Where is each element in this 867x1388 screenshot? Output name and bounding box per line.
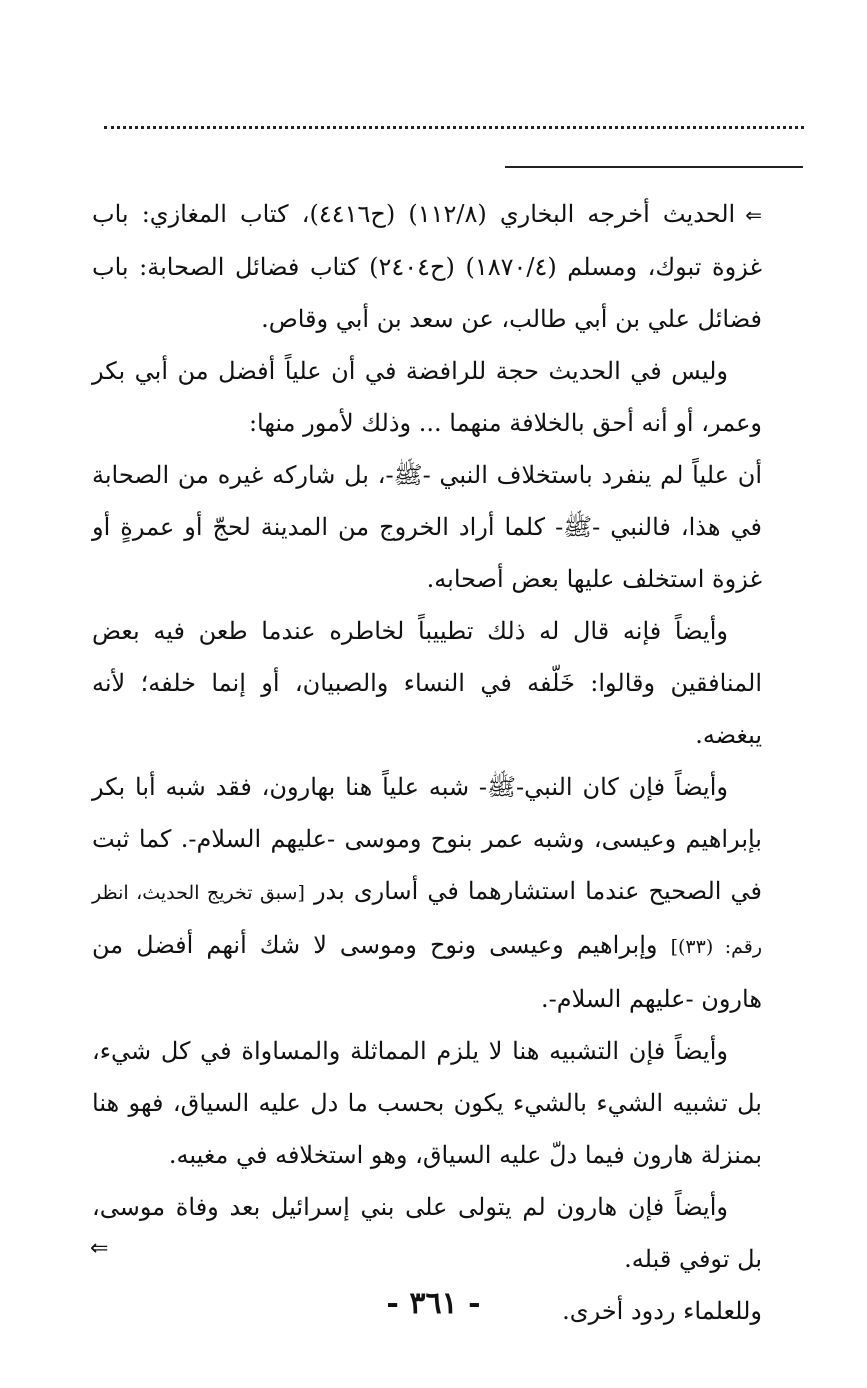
paragraph-fourth-reason: وأيضاً فإن التشبيه هنا لا يلزم المماثلة والمساواة في كل شيء، بل تشبيه الشيء بالشيء يكون بحسب ما دل عليه السياق، فهو هنا بمنزلة هارون فيما دلّ عليه السياق، وهو استخلافه في مغيبه. [92, 1037, 762, 1169]
paragraph-intro: وليس في الحديث حجة للرافضة في أن علياً أفضل من أبي بكر وعمر، أو أنه أحق بالخلافة منهما ... وذلك لأمور منها: [92, 357, 762, 437]
citation-paragraph [92, 188, 762, 345]
citation-text: الحديث أخرجه البخاري (١١٢/٨) (ح٤٤١٦)، كتاب المغازي: باب غزوة تبوك، ومسلم (١٨٧٠/٤) (ح٢٤٠٤) كتاب فضائل الصحابة: باب فضائل علي بن أبي طالب، عن سعد بن أبي وقاص. [92, 200, 762, 333]
third-reason-conclusion: وإبراهيم وعيسى ونوح وموسى لا شك أنهم أفضل من هارون -عليهم السلام-. [92, 931, 762, 1013]
paragraph-first-reason: أن علياً لم ينفرد باستخلاف النبي -ﷺ-، بل شاركه غيره من الصحابة في هذا، فالنبي -ﷺ- كلما أراد الخروج من المدينة لحجّ أو عمرةٍ أو غزوة استخلف عليها بعض أصحابه. [92, 461, 762, 593]
paragraph-second-reason: وأيضاً فإنه قال له ذلك تطييباً لخاطره عندما طعن فيه بعض المنافقين وقالوا: خَلّفه في النساء والصبيان، أو إنما خلفه؛ لأنه يبغضه. [92, 617, 762, 749]
end-arrow-icon: ⇐ [90, 1236, 109, 1261]
cross-reference-note: [سبق تخريج الحديث، انظر رقم: (٣٣)] [92, 882, 762, 958]
closing-line: وللعلماء ردود أخرى. [562, 1297, 762, 1325]
page-number: - ٣٦١ - [386, 1286, 481, 1321]
paragraph-third-reason [92, 761, 762, 1025]
footnote-text [92, 188, 762, 1337]
continuation-arrow-icon: ⇐ [745, 203, 762, 227]
footnote-separator-line [505, 166, 803, 168]
paragraph-fifth-reason: وأيضاً فإن هارون لم يتولى على بني إسرائيل بعد وفاة موسى، بل توفي قبله. [92, 1193, 762, 1273]
dotted-separator [104, 126, 804, 129]
third-reason-text: وأيضاً فإن كان النبي-ﷺ- شبه علياً هنا بهارون، فقد شبه أبا بكر بإبراهيم وعيسى، وشبه عمر بنوح وموسى -عليهم السلام-. كما ثبت في الصحيح عندما استشارهما في أسارى بدر [92, 773, 762, 905]
